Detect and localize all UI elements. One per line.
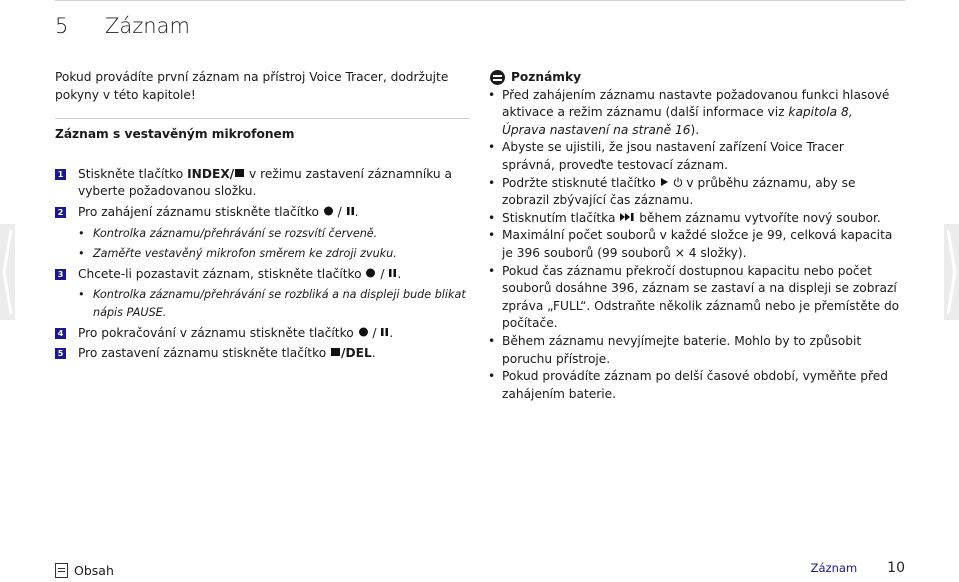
footer — [811, 560, 905, 576]
notes-heading — [488, 69, 900, 87]
record-icon — [365, 268, 376, 278]
list-item — [488, 87, 900, 140]
right-column — [488, 69, 900, 403]
step-4: 4 Pro pokračování v záznamu stiskněte tlačítko / . — [55, 325, 470, 343]
stop-icon — [234, 168, 245, 178]
step-2: 2 Pro zahájení záznamu stiskněte tlačítko / . — [55, 204, 470, 222]
list-item — [488, 175, 900, 210]
note-text: ). — [690, 122, 700, 137]
record-icon — [323, 206, 334, 216]
step-1 — [55, 166, 470, 201]
list-item: • Během záznamu nevyjímejte baterie. Mohlo by to způsobit poruchu přístroje. — [488, 333, 900, 368]
left-column — [55, 69, 470, 366]
list-item — [488, 210, 900, 228]
skip-next-icon — [619, 212, 635, 222]
note-text: Před zahájením záznamu nastavte požadovanou funkci hlasové aktivace a režim záznamu (další informace viz — [502, 87, 890, 120]
step-number: 2 — [55, 207, 66, 218]
button-name: /DEL — [341, 346, 372, 361]
section-title: Záznam s vestavěným mikrofonem — [55, 127, 295, 142]
section-rule — [55, 118, 470, 119]
notes-icon — [490, 70, 505, 85]
step-number: 5 — [55, 348, 66, 359]
page-next-icon[interactable] — [944, 224, 959, 320]
list-item: • Pokud čas záznamu překročí dostupnou kapacitu nebo počet souborů dosáhne 396, záznam se zastaví a na displeji se zobrazí zpráva „FULL“. Odstraňte několik záznamů nebo je přemístěte do počítače. — [488, 263, 900, 333]
play-icon — [660, 177, 669, 187]
document-icon — [55, 563, 68, 578]
sub-note: • Zaměřte vestavěný mikrofon směrem ke zdroji zvuku. — [55, 245, 470, 263]
button-name: INDEX/ — [187, 166, 235, 181]
step-text: v režimu zastavení záznamníku a vyberte požadovanou složku. — [78, 166, 452, 199]
note-text: Podržte stisknuté tlačítko — [502, 175, 660, 190]
step-text: . — [389, 325, 394, 340]
list-item: • Abyste se ujistili, že jsou nastavení zařízení Voice Tracer správná, proveďte testovací záznam. — [488, 139, 900, 174]
list-item: • Maximální počet souborů v každé složce je 99, celková kapacita je 396 souborů (99 souborů × 4 složky). — [488, 227, 900, 262]
record-icon — [358, 327, 369, 337]
note-text: během záznamu vytvoříte nový soubor. — [635, 210, 881, 225]
section-name: Záznam — [810, 561, 858, 575]
step-number: 1 — [55, 169, 66, 180]
step-text: . — [397, 266, 402, 281]
sub-note: • Kontrolka záznamu/přehrávání se rozbliká a na displeji bude blikat nápis PAUSE. — [55, 286, 470, 321]
step-text: Stiskněte tlačítko — [78, 166, 188, 181]
page-number: 10 — [887, 560, 905, 576]
step-text: Pro pokračování v záznamu stiskněte tlačítko — [78, 325, 358, 340]
chapter-heading — [55, 14, 190, 38]
stop-icon — [330, 347, 341, 357]
step-number: 4 — [55, 328, 66, 339]
power-icon — [673, 177, 683, 187]
page-prev-icon[interactable] — [0, 224, 15, 320]
step-3: 3 Chcete-li pozastavit záznam, stiskněte tlačítko / . — [55, 266, 470, 284]
notes-list — [488, 87, 900, 404]
contents-link[interactable] — [55, 563, 114, 578]
intro-text: Pokud provádíte první záznam na přístroj Voice Tracer, dodržujte pokyny v této kapitole! — [55, 70, 449, 102]
list-item: • Pokud provádíte záznam po delší časové období, vyměňte před zahájením baterie. — [488, 368, 900, 403]
step-text: Pro zastavení záznamu stiskněte tlačítko — [78, 346, 331, 361]
chapter-title: Záznam — [105, 14, 190, 38]
step-5 — [55, 345, 470, 363]
note-text: v průběhu záznamu, aby se zobrazil zbývající čas záznamu. — [502, 175, 856, 208]
step-text: Chcete-li pozastavit záznam, stiskněte tlačítko — [78, 266, 366, 281]
step-text: . — [354, 204, 359, 219]
sub-note: • Kontrolka záznamu/přehrávání se rozsvítí červeně. — [55, 225, 470, 243]
cross-reference: kapitola 8, Úprava nastavení na straně 16 — [502, 105, 853, 137]
step-text: Pro zahájení záznamu stiskněte tlačítko — [78, 204, 323, 219]
notes-title: Poznámky — [511, 70, 582, 84]
step-text: . — [371, 346, 376, 361]
contents-label: Obsah — [74, 563, 114, 578]
top-rule — [55, 0, 905, 1]
pause-icon — [388, 268, 397, 278]
chapter-number: 5 — [55, 14, 69, 38]
step-number: 3 — [55, 269, 66, 280]
note-text: Stisknutím tlačítka — [502, 210, 620, 225]
pause-icon — [346, 206, 355, 216]
